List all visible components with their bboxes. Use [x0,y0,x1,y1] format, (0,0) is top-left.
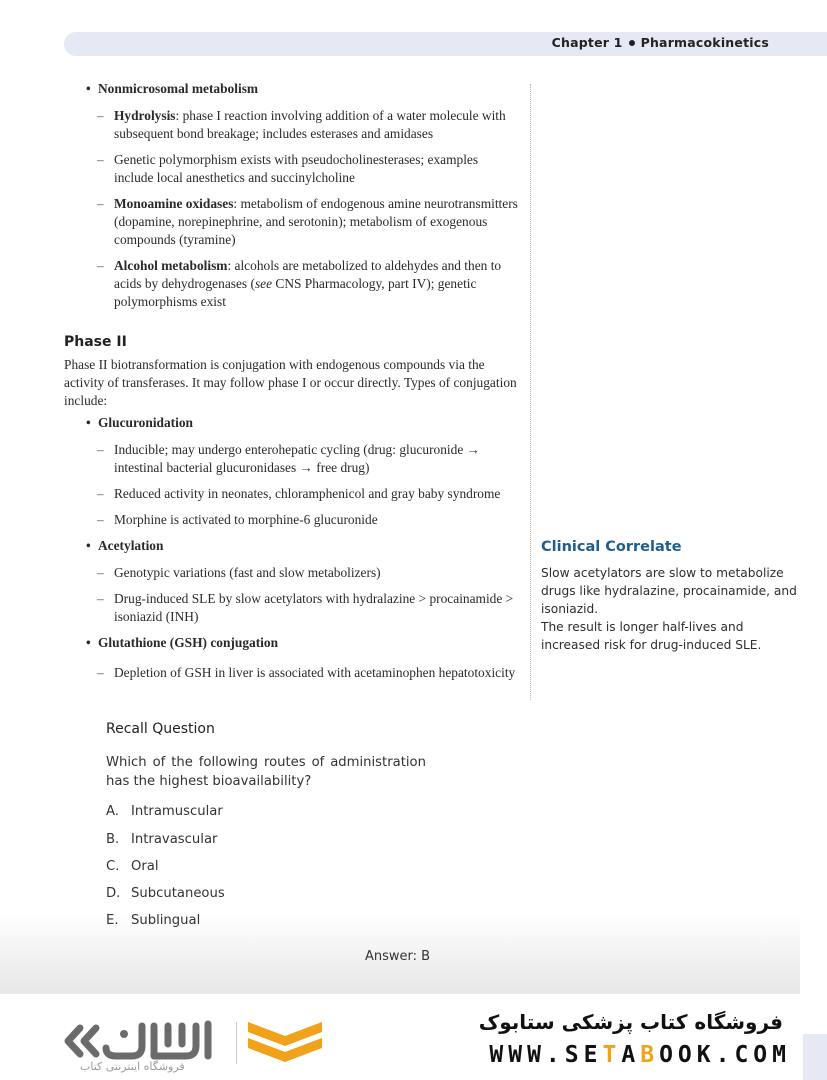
list-item: – Depletion of GSH in liver is associated with acetaminophen hepatotoxicity [64,664,520,682]
book-chevron-icon [246,1018,324,1068]
recall-answer: Answer: B [365,949,431,964]
header-chapter: Chapter 1 [551,35,623,50]
term-monoamine-oxidases: Monoamine oxidases [114,196,234,211]
footer-banner [0,994,827,1080]
list-item-alcohol-metabolism [64,257,520,311]
desc-genetic-polymorphism: Genetic polymorphism exists with pseudocholinesterases; examples include local anesthetics and succinylcholine [114,152,479,185]
answer-option-a [106,804,223,819]
bullet-acetylation: • Acetylation [64,537,520,555]
option-text: Subcutaneous [131,886,225,901]
option-text: Intravascular [131,832,218,847]
answer-option-b [106,832,217,847]
running-header [64,32,827,56]
shop-name: فروشگاه کتاب پزشکی ستابوک [478,1010,783,1034]
list-item: – Reduced activity in neonates, chloramphenicol and gray baby syndrome [64,485,520,503]
phase-ii-intro: Phase II biotransformation is conjugation with endogenous compounds via the activity of transferases. It may follow phase I or occur directly. Types of conjugation include: [64,357,517,408]
recall-question-text: Which of the following routes of administration has the highest bioavailability? [106,755,426,789]
list-item-genetic-polymorphism [64,151,520,187]
recall-title: Recall Question [106,721,215,737]
option-text: Intramuscular [131,804,223,819]
header-title: Pharmacokinetics [640,35,769,50]
shop-url [489,1042,791,1068]
bullet-dot-icon [629,40,635,46]
list-item: – Genotypic variations (fast and slow metabolizers) [64,564,520,582]
url-part: OOK.COM [659,1042,791,1068]
list-item: – Drug-induced SLE by slow acetylators with hydralazine > procainamide > isoniazid (INH) [64,590,520,626]
option-letter: C. [106,859,120,874]
list-item: – Morphine is activated to morphine-6 glucuronide [64,511,520,529]
answer-option-c [106,859,159,874]
option-text: Oral [131,859,159,874]
url-part: A [621,1042,641,1068]
term-alcohol-metabolism: Alcohol metabolism [114,258,228,273]
answer-option-d [106,886,225,901]
url-highlight: B [640,1042,660,1068]
option-letter: A. [106,804,119,819]
clinical-correlate-body1: Slow acetylators are slow to metabolize drugs like hydralazine, procainamide, and isoniazid. [541,566,797,616]
list-item: – Inducible; may undergo enterohepatic cycling (drug: glucuronide → intestinal bacterial glucuronidases → free drug) [64,441,520,477]
term-hydrolysis: Hydrolysis [114,108,176,123]
option-letter: E. [106,913,119,928]
option-text: Sublingual [131,913,201,928]
section-heading-phase-ii: Phase II [64,334,127,350]
answer-option-e [106,913,200,928]
bullet-glutathione: • Glutathione (GSH) conjugation [64,634,520,652]
recall-question-box [0,700,800,994]
page-corner-tab [803,1034,827,1080]
bullet-nonmicrosomal: • Nonmicrosomal metabolism [64,80,520,98]
main-column [64,80,520,690]
bullet-glucuronidation: • Glucuronidation [64,414,520,432]
clinical-correlate-body2: The result is longer half-lives and increased risk for drug-induced SLE. [541,620,762,652]
logo-separator [236,1022,237,1064]
desc-alcohol-part1: : alcohols are metabolized to aldehydes and then to acids by dehydrogenases ( [114,258,502,291]
url-part: WWW.SE [489,1042,603,1068]
url-highlight: T [602,1042,622,1068]
clinical-correlate-box [541,539,801,654]
logo-subtitle: فروشگاه اینترنتی کتاب [80,1060,185,1073]
desc-alcohol-italic: see [254,276,273,291]
option-letter: D. [106,886,121,901]
option-letter: B. [106,832,120,847]
desc-alcohol-part2: CNS Pharmacology, part IV); genetic polymorphisms exist [114,276,477,309]
list-item-monoamine-oxidases [64,195,520,249]
clinical-correlate-title: Clinical Correlate [541,539,682,555]
header-text [552,35,769,50]
desc-hydrolysis: : phase I reaction involving addition of a water molecule with subsequent bond breakage; includes esterases and amidases [114,108,506,141]
desc-monoamine-oxidases: : metabolism of endogenous amine neurotransmitters (dopamine, norepinephrine, and serotonin); metabolism of exogenous compounds (tyramine) [114,196,518,247]
list-item-hydrolysis [64,107,520,143]
